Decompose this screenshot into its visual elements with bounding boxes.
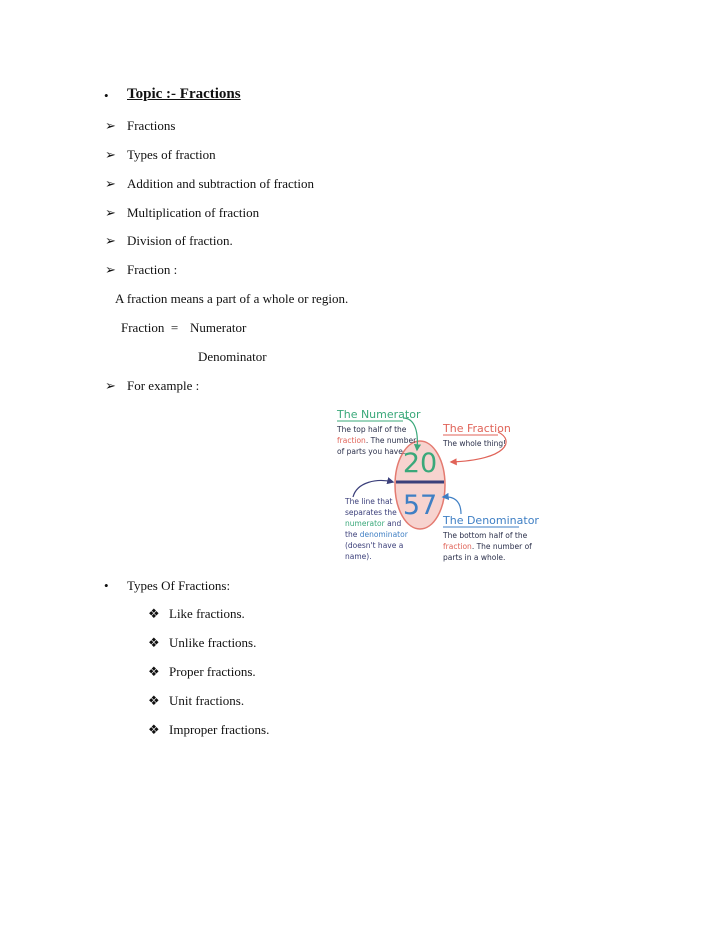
outline-item-addition: Addition and subtraction of fraction xyxy=(127,176,315,191)
numerator-desc-3: of parts you have. xyxy=(337,447,406,456)
fraction-number-top: 20 xyxy=(402,448,438,479)
arrow-bullet-icon: ➢ xyxy=(105,233,116,248)
line-desc-4 xyxy=(345,530,409,539)
line-desc-3a: numerator xyxy=(345,519,385,528)
diamond-bullet-icon: ❖ xyxy=(148,722,160,737)
denominator-desc-2b: . The number of xyxy=(471,542,532,551)
arrow-bullet-icon: ➢ xyxy=(105,378,116,393)
numerator-title: The Numerator xyxy=(337,408,421,421)
diamond-bullet-icon: ❖ xyxy=(148,664,160,679)
fraction-diagram xyxy=(333,400,539,570)
denominator-arrow xyxy=(443,497,461,514)
formula-denominator: Denominator xyxy=(198,349,267,364)
page-title: Topic :- Fractions xyxy=(127,86,241,102)
type-item-proper: Proper fractions. xyxy=(169,664,256,679)
denominator-desc-2a: fraction xyxy=(443,542,472,551)
line-desc-6: name). xyxy=(345,552,372,561)
type-item-like: Like fractions. xyxy=(169,606,245,621)
topic-bullet: • xyxy=(104,88,109,103)
types-bullet: • xyxy=(104,578,109,593)
arrow-bullet-icon: ➢ xyxy=(105,147,116,162)
denominator-desc-2 xyxy=(443,542,532,551)
numerator-desc-1: The top half of the xyxy=(337,425,407,434)
outline-item-types: Types of fraction xyxy=(127,147,216,162)
line-desc-4a: the xyxy=(345,530,360,539)
fraction-number-bottom: 57 xyxy=(402,490,438,521)
formula-lhs: Fraction = xyxy=(121,320,179,335)
denominator-desc-3: parts in a whole. xyxy=(443,553,506,562)
line-desc-3 xyxy=(345,519,401,528)
denominator-title: The Denominator xyxy=(443,514,539,527)
line-desc-5: (doesn't have a xyxy=(345,541,404,550)
fraction-title: The Fraction xyxy=(443,422,511,435)
numerator-desc-2 xyxy=(337,436,417,445)
line-desc-3b: and xyxy=(384,519,402,528)
arrow-bullet-icon: ➢ xyxy=(105,262,116,277)
numerator-desc-2b: . The number xyxy=(365,436,417,445)
type-item-unit: Unit fractions. xyxy=(169,693,245,708)
diamond-bullet-icon: ❖ xyxy=(148,635,160,650)
types-heading: Types Of Fractions: xyxy=(127,578,231,593)
example-heading: For example : xyxy=(127,378,200,393)
diamond-bullet-icon: ❖ xyxy=(148,606,160,621)
outline-item-division: Division of fraction. xyxy=(127,233,233,248)
type-item-unlike: Unlike fractions. xyxy=(169,635,257,650)
fraction-desc: The whole thing! xyxy=(443,439,507,448)
denominator-desc-1: The bottom half of the xyxy=(443,531,528,540)
outline-item-fraction: Fraction : xyxy=(127,262,178,277)
numerator-desc-2a: fraction xyxy=(337,436,366,445)
outline-item-fractions: Fractions xyxy=(127,118,176,133)
line-desc-2: separates the xyxy=(345,508,397,517)
arrow-bullet-icon: ➢ xyxy=(105,118,116,133)
type-item-improper: Improper fractions. xyxy=(169,722,270,737)
formula-numerator: Numerator xyxy=(190,320,247,335)
line-arrow xyxy=(353,481,393,497)
definition-text: A fraction means a part of a whole or region. xyxy=(115,291,349,306)
arrow-bullet-icon: ➢ xyxy=(105,176,116,191)
diamond-bullet-icon: ❖ xyxy=(148,693,160,708)
line-desc-1: The line that xyxy=(345,497,393,506)
arrow-bullet-icon: ➢ xyxy=(105,205,116,220)
line-desc-4b: denominator xyxy=(359,530,408,539)
outline-item-multiplication: Multiplication of fraction xyxy=(127,205,260,220)
